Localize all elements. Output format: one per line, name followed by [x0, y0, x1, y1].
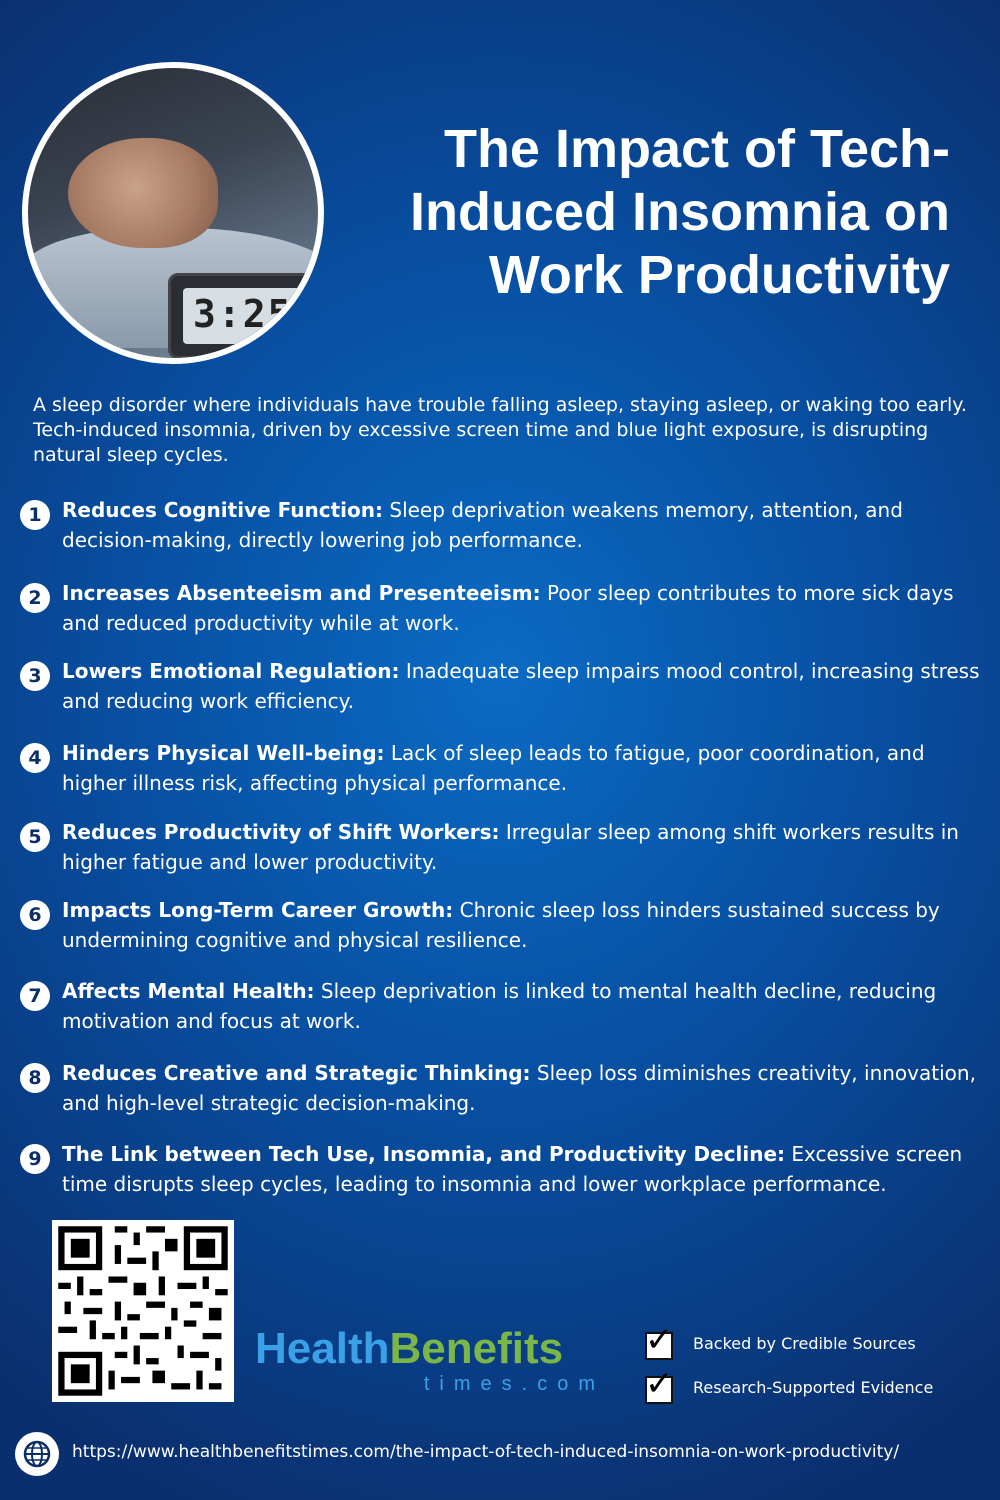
brand-logo	[255, 1325, 615, 1405]
hero-photo	[22, 62, 324, 364]
list-item	[20, 1139, 980, 1199]
point-text: Sleep deprivation is linked to mental health decline, reducing motivation and focus at work.	[62, 979, 937, 1033]
point-text: Sleep deprivation weakens memory, attention, and decision-making, directly lowering job performance.	[62, 498, 903, 552]
list-item	[20, 578, 980, 638]
point-text: Chronic sleep loss hinders sustained success by undermining cognitive and physical resilience.	[62, 898, 940, 952]
alarm-clock	[168, 273, 324, 359]
clock-time: 3:25	[183, 288, 315, 344]
brand-part-times: times.com	[423, 1373, 605, 1395]
footer-link[interactable]	[15, 1432, 985, 1476]
brand-part-health: Health	[255, 1324, 390, 1373]
list-item	[20, 976, 980, 1036]
number-badge: 2	[20, 583, 50, 613]
point-text: Sleep loss diminishes creativity, innovation, and high-level strategic decision-making.	[62, 1061, 976, 1115]
point-heading: Increases Absenteeism and Presenteeism:	[62, 581, 541, 605]
point-heading: The Link between Tech Use, Insomnia, and Productivity Decline:	[62, 1142, 786, 1166]
point-heading: Hinders Physical Well-being:	[62, 741, 385, 765]
point-text: Lack of sleep leads to fatigue, poor coordination, and higher illness risk, affecting physical performance.	[62, 741, 925, 795]
list-item	[20, 738, 980, 798]
page-title: The Impact of Tech-Induced Insomnia on Work Productivity	[409, 119, 950, 305]
qr-code[interactable]	[52, 1220, 234, 1402]
point-heading: Affects Mental Health:	[62, 979, 315, 1003]
list-item	[20, 656, 980, 716]
list-item	[20, 817, 980, 877]
point-heading: Reduces Creative and Strategic Thinking:	[62, 1061, 531, 1085]
intro-text: A sleep disorder where individuals have trouble falling asleep, staying asleep, or waking too early. Tech-induced insomnia, driven by excessive screen time and blue light exposure, is disrupting natural sleep cycles.	[33, 394, 967, 466]
badge-label: Research-Supported Evidence	[693, 1378, 934, 1397]
number-badge: 1	[20, 500, 50, 530]
globe-icon	[15, 1432, 59, 1476]
point-heading: Reduces Cognitive Function:	[62, 498, 384, 522]
badge-label: Backed by Credible Sources	[693, 1334, 916, 1353]
list-item	[20, 895, 980, 955]
brand-part-benefits: Benefits	[389, 1324, 564, 1373]
number-badge: 9	[20, 1144, 50, 1174]
point-text: Poor sleep contributes to more sick days and reduced productivity while at work.	[62, 581, 954, 635]
badge-research-evidence	[645, 1364, 975, 1408]
list-item	[20, 495, 980, 555]
badge-credible-sources	[645, 1320, 975, 1364]
number-badge: 6	[20, 900, 50, 930]
qr-code-graphic	[52, 1220, 234, 1402]
number-badge: 3	[20, 661, 50, 691]
list-item	[20, 1058, 980, 1118]
point-text: Excessive screen time disrupts sleep cycles, leading to insomnia and lower workplace performance.	[62, 1142, 963, 1196]
footer-url[interactable]: https://www.healthbenefitstimes.com/the-impact-of-tech-induced-insomnia-on-work-productivity/	[72, 1442, 900, 1462]
hands-over-face	[68, 138, 218, 248]
check-mark-icon: ✓	[645, 1320, 674, 1360]
number-badge: 4	[20, 743, 50, 773]
number-badge: 5	[20, 822, 50, 852]
point-heading: Lowers Emotional Regulation:	[62, 659, 400, 683]
point-text: Inadequate sleep impairs mood control, increasing stress and reducing work efficiency.	[62, 659, 980, 713]
point-text: Irregular sleep among shift workers results in higher fatigue and lower productivity.	[62, 820, 959, 874]
number-badge: 8	[20, 1063, 50, 1093]
check-mark-icon: ✓	[645, 1364, 674, 1404]
point-heading: Impacts Long-Term Career Growth:	[62, 898, 454, 922]
point-heading: Reduces Productivity of Shift Workers:	[62, 820, 500, 844]
number-badge: 7	[20, 981, 50, 1011]
